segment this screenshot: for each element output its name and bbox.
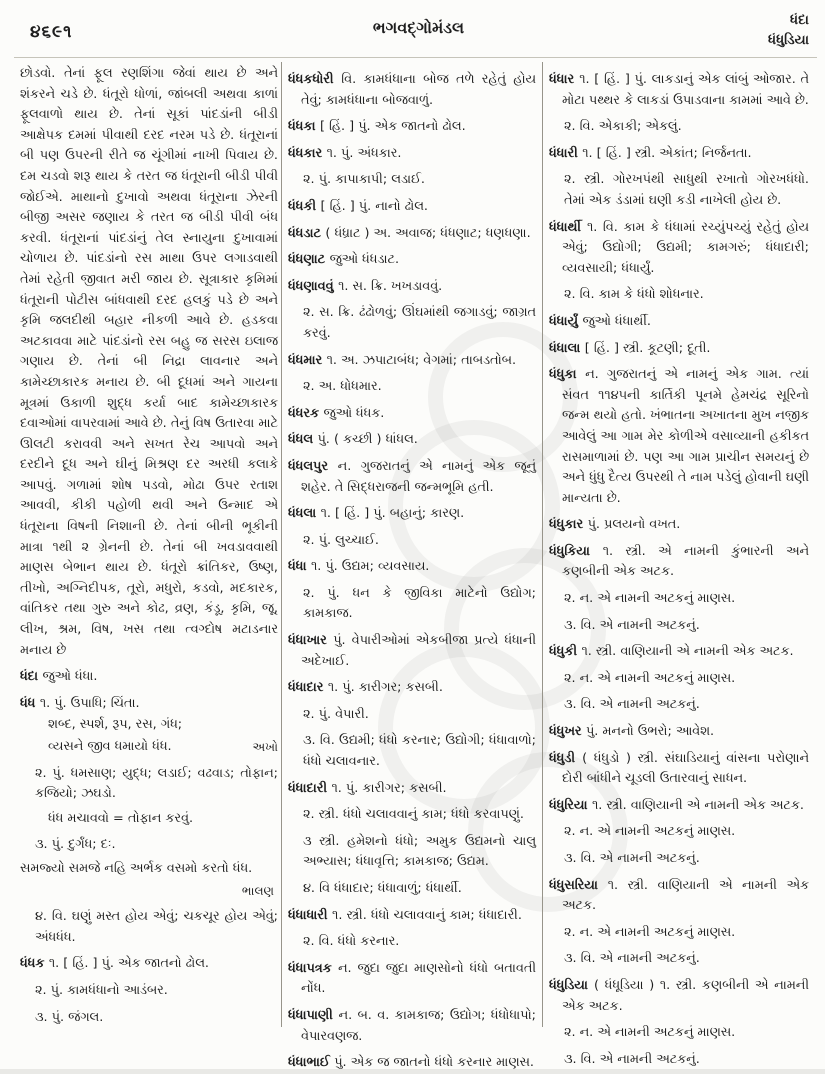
page-header [28, 10, 809, 58]
dictionary-entry: ધંધાલા [ હિં. ] સ્ત્રી. કૂટણી; દૂતી. [549, 340, 711, 356]
dictionary-entry: ધંધાદારી ૧. પું. કારીગર; કસબી. [288, 780, 447, 796]
sense-line: ૨. પું. લુચ્ચાઈ. [303, 532, 379, 548]
dictionary-entry: ધંધુસરિયા ૧. સ્ત્રી. વાણિયાની એ નામની એક અટક. [549, 877, 809, 914]
sense-line: ૨. ન. એ નામની અટકનું માણસ. [564, 1025, 736, 1041]
guide-word-bottom: ધંધુડિયા [767, 32, 809, 48]
sense-line: ૨. ન. એ નામની અટકનું માણસ. [564, 591, 736, 607]
headword: ધંધલ [288, 432, 318, 448]
sense-line: ૩ સ્ત્રી. હમેશનો ધંધો; અમુક ઉદ્યમનો ચાલુ અભ્યાસ; ધંધાવૃત્તિ; કામકાજ; ઉદ્યમ. [303, 833, 536, 870]
headword: ધંધણાટ [288, 252, 330, 268]
dictionary-entry: ધંધકાર ૧. પું. અંધકાર. [288, 145, 402, 161]
dictionary-entry: ધંધુકિયા ૧. સ્ત્રી. એ નામની કુંભારની અને કણબીની એક અટક. [549, 543, 809, 580]
sense-line: ૨. વિ. ધંધો કરનાર. [303, 934, 400, 950]
dictionary-entry: ધંધમાર ૧. અ. ઝપાટાબંધ; વેગમાં; તાબડતોબ. [288, 352, 517, 368]
dictionary-entry: ધંધડાટ ( ધંધ્રાટ ) અ. અવાજ; ધંધણાટ; ધણધણા. [288, 225, 531, 241]
dictionary-entry: ધંધુરિયા ૧. સ્ત્રી. વાણિયાની એ નામની એક અટક. [549, 797, 804, 813]
sense-line: ૩. વિ. એ નામની અટકનું. [564, 617, 700, 633]
sense-line: ૨. ન. એ નામની અટકનું માણસ. [564, 924, 736, 940]
dictionary-entry: ધંધાર્યું જુઓ ધંધાર્થી. [549, 313, 651, 329]
sense-line: ૨. સ્ત્રી. ધંધો ચલાવવાનું કામ; ધંધો કરવાપણું. [303, 807, 524, 823]
headword: ધંધુડી [549, 750, 583, 766]
dictionary-entry: ધંધાખાર પું. વેપારીઓમાં એકબીજા પ્રત્યે ધંધાની અદેખાઈ. [288, 633, 537, 669]
headword: ધંધાર્યું [549, 313, 583, 329]
guide-word-top: ધંદા [790, 12, 809, 28]
headword: ધંધલપુર [288, 458, 338, 474]
sense-line: ૩. વિ. એ નામની અટકનું. [564, 851, 700, 866]
verse-line: શબ્દ, સ્પર્શ, રૂપ, રસ, ગંધ; [48, 717, 183, 733]
sense-line: ૩. વિ. એ નામની અટકનું. [564, 951, 700, 967]
headword: ધંધુકાર [549, 517, 588, 533]
headword: ધંધારી [549, 145, 583, 161]
headword: ધંધાપાણી [288, 1007, 339, 1023]
headword: ધંધ [20, 695, 40, 711]
dictionary-entry: ધંધુડિયા ( ધંધૂડિયા ) ૧. સ્ત્રી. કણબીની એ નામની એક અટક. [549, 977, 809, 1014]
headword: ધંધાર્થી [549, 219, 587, 235]
sense-line: ૨. વિ. એકાકી; એકલું. [564, 119, 682, 135]
dictionary-entry: ધંધુકાર પું. પ્રલયનો વખત. [549, 517, 681, 533]
sense-line: ૩. પું. દુર્ગંધ; દઃ. [35, 837, 116, 853]
page-number: ૪૬૯૧ [30, 22, 73, 42]
column-divider [281, 62, 282, 1027]
book-title: ભગવદ્ગોમંડલ [372, 18, 465, 37]
sense-line: ૨. ન. એ નામની અટકનું માણસ. [564, 824, 736, 840]
dictionary-entry: ધંધાર ૧. [ હિં. ] પું. લાકડાનું એક લાંબું ઓજાર. તે મોટા પથ્થર કે લાકડાં ઉપાડવાના કામમાં આવે છે. [549, 72, 809, 108]
sense-line: ૪. વિ ધંધાદાર; ધંધાવાળું; ધંધાર્થી. [303, 881, 462, 896]
idiom-line: ધંધ મચાવવો = તોફાન કરવું. [48, 810, 194, 826]
headword: ધંધક [20, 956, 49, 972]
sense-line: ૨. પું. ધન કે જીવિકા માટેનો ઉદ્યોગ; કામકાજ. [303, 585, 536, 622]
headword: ધંધાદાર [288, 680, 328, 696]
headword: ધંધુડિયા [549, 977, 594, 993]
headword: ધંધમાર [288, 352, 327, 368]
sense-line: ૨. પું. કામધંધાનો આડંબર. [35, 982, 168, 998]
dictionary-entry: ધંધાપાણી ન. બ. વ. કામકાજ; ઉદ્યોગ; ધંધોધાપો; વેપારવણજ. [288, 1007, 536, 1044]
dictionary-entry: ધંધલપુર ન. ગુજરાતનું એ નામનું એક જૂનું શહેર. તે સિદ્ધરાજની જન્મભૂમિ હતી. [288, 458, 536, 495]
headword: ધંદા [20, 669, 43, 685]
dictionary-entry: ધંધુકી ૧. સ્ત્રી. વાણિયાની એ નામની એક અટક. [549, 644, 794, 660]
dictionary-entry: ધંધકી [ હિં. ] પું. નાનો ઢોલ. [288, 198, 428, 214]
headword: ધંધરક [288, 405, 324, 421]
header-rule [14, 57, 817, 58]
dictionary-entry: ધંધાધારી ૧. સ્ત્રી. ધંધો ચલાવવાનું કામ; ધંધાદારી. [288, 907, 522, 923]
dictionary-entry: ધંધાપત્રક ન. જુદા જુદા માણસોનો ધંધો બતાવતી નોંધ. [288, 960, 536, 997]
sense-line: ૨. સ્ત્રી. ગોરખપંથી સાધુથી રખાતો ગોરખધંધો. તેમાં એક ડંડામાં ઘણી કડી નાખેલી હોય છે. [564, 172, 809, 208]
dictionary-entry: ધંધાદાર ૧. પું. કારીગર; કસબી. [288, 680, 443, 696]
verse-line: વ્યસને જીવ ધમાયો ધંધ. અખો [20, 737, 278, 758]
dictionary-entry: ધંધાભાઈ પું. એક જ જાતનો ધંધો કરનાર માણસ. [288, 1055, 534, 1071]
headword: ધંધાદારી [288, 780, 332, 796]
headword: ધંધા [288, 559, 311, 575]
dictionary-entry: ધંદા જુઓ ધંધા. [20, 669, 98, 685]
sense-line: ૩. વિ. ઉદ્યમી; ધંધો કરનાર; ઉદ્યોગી; ધંધાવાળો; ધંધો ચલાવનાર. [303, 733, 536, 770]
headword: ધંધાધારી [288, 907, 333, 923]
headword: ધંધુકા [549, 367, 586, 383]
headword: ધંધકાર [288, 145, 327, 161]
headword: ધંધાખાર [288, 633, 334, 649]
sense-line: ૨. અ. ધોધમાર. [303, 379, 382, 395]
column-3 [549, 64, 809, 1067]
continuation-paragraph: છોડવો. તેનાં ફૂલ રણશિંગા જેવાં થાય છે અને શંકરને ચડે છે. ધંતૂરો ધોળાં, જાંબલી અથવા કાળાં ફૂલવાળો થાય છે. તેનાં સૂકાં પાંદડાંની બીડી આક્ષેપક દમમાં પીવાથી દરદ નરમ પડે છે. ધંતૂરાનાં બી પણ ઉપરની રીતે જ ચૂંગીમાં નાખી પિવાય છે. દમ ચડવો શરૂ થાય કે તરત જ ધંતૂરાની બીડી પીવી જોઈએ. માથાનો દુખાવો અથવા ધંતૂરાના ઝેરની બીજી અસર જણાય કે તરત જ બીડી પીવી બંધ કરવી. ધંતૂરાનાં પાંદડાંનું તેલ સ્નાયુના દુખાવામાં ચોળાય છે. પાંદડાંનો રસ માથા ઉપર લગાડવાથી તેમાં રહેતી જીવાત મરી જાય છે. સૂત્રાકાર કૃમિમાં ધંતૂરાની પોટીસ બાંધવાથી દરદ હલકું પડે છે અને કૃમિ જલદીથી બહાર નીકળી આવે છે. હડકવા અટકાવવા માટે પાંદડાંનો રસ બહુ જ સરસ ઇલાજ ગણાય છે. તેનાં બી નિદ્રા લાવનાર અને કામેચ્છાકારક મનાય છે. બી દૂધમાં અને ગાયના મૂત્રમાં ઉકાળી શુદ્ધ કર્યા બાદ કામેચ્છાકારક દવાઓમાં વાપરવામાં આવે છે. તેનું વિષ ઉતારવા માટે ઊલટી કરાવવી અને સખત રેચ આપવો અને દરદીને દૂધ અને ઘીનું મિશ્રણ દર અરધી કલાકે આપવું. ગળામાં શોષ પડવો, મોઢા ઉપર રતાશ આવવી, કીકી પહોળી થવી અને ઉન્માદ એ ધંતૂરાના વિષની નિશાની છે. તેનાં બીની ભૂકીની માત્રા ૧થી ૨ ગ્રેનની છે. તેનાં બી ખવડાવવાથી માણસ બેભાન થાય છે. ધંતૂરો ક્રાંતિકર, ઉષ્ણ, તીખો, અગ્નિદીપક, તૂરો, મધુરો, કડવો, મદકારક, વાંતિકર તથા ગુરુ અને કોઢ, વ્રણ, કંડૂ, કૃમિ, જૂ, લીખ, શ્રમ, વિષ, ખસ તથા ત્વગ્દોષ મટાડનાર મનાય છે [20, 66, 278, 658]
sense-line: ૩. વિ. એ નામની અટકનું. [564, 697, 700, 713]
headword: ધંધાર [549, 72, 580, 87]
column-1 [20, 64, 278, 1047]
sense-line: ૨. વિ. કામ કે ધંધો શોધનાર. [564, 287, 704, 303]
headword: ધંધુકિયા [549, 543, 603, 559]
headword: ધંધાલા [549, 340, 585, 356]
dictionary-entry: ધંધરક જુઓ ધંધક. [288, 405, 385, 421]
sense-line: ૨. સ. ક્રિ. ઢંઢોળવું; ઊંઘમાંથી જગાડવું; જાગ્રત કરવું. [303, 305, 536, 341]
dictionary-entry: ધંધક ૧. [ હિં. ] પું. એક જાતનો ઢોલ. [20, 956, 209, 972]
headword: ધંધડાટ [288, 225, 326, 241]
dictionary-entry: ધંધ ૧. પું. ઉપાધિ; ચિંતા. [20, 695, 140, 711]
attribution: અખો [252, 740, 278, 754]
quote-line: સમજ્યો સમજે નહિ અર્ભક વસમો કરતો ધંધ. [20, 860, 253, 876]
dictionary-entry: ધંધા ૧. પું. ઉદ્યમ; વ્યવસાય. [288, 559, 430, 575]
sense-line: ૩. પું. જંગલ. [35, 1009, 104, 1025]
headword: ધંધકધોરી [288, 72, 342, 87]
dictionary-entry: ધંધારી ૧. [ હિં. ] સ્ત્રી. એકાંત; નિર્જનતા. [549, 145, 752, 161]
sense-line: ૩. વિ. એ નામની અટકનું. [564, 1051, 700, 1067]
headword: ધંધુસરિયા [549, 877, 608, 893]
sense-line: ૪. વિ. ઘણું મસ્ત હોય એવું; ચકચૂર હોય એવું; અંધધંધ. [35, 909, 278, 945]
dictionary-entry: ધંધલ પું. ( કચ્છી ) ધાંધલ. [288, 432, 418, 448]
headword: ધંધાપત્રક [288, 960, 338, 976]
headword: ધંધકી [288, 198, 321, 214]
dictionary-entry: ધંધણાવવું ૧. સ. ક્રિ. ખખડાવવું. [288, 278, 443, 294]
dictionary-entry: ધંધણાટ જુઓ ધંધડાટ. [288, 252, 400, 268]
dictionary-entry: ધંધુકા ન. ગુજરાતનું એ નામનું એક ગામ. ત્યાં સંવત ૧૧૪૫ની કાર્તિકી પૂનમે હેમચંદ્ર સૂરિનો જન્મ થયો હતો. ખંભાતના અખાતના મુખ નજીક આવેલું આ ગામ મેર કોળીએ વસાવ્યાની હકીકત રાસમાળામાં છે. પણ આ ગામ પ્રાચીન સમયનું છે અને ધુંધુ દૈત્ય ઉપરથી તે નામ પડેલું હોવાની ઘણી માન્યતા છે. [549, 367, 809, 506]
sense-line: ૨. પું. કાપાકાપી; લડાઈ. [303, 172, 425, 188]
sense-line: ૨. પું. વેપારી. [303, 706, 369, 722]
headword: ધંધાભાઈ [288, 1055, 335, 1071]
headword: ધંધણાવવું [288, 278, 339, 294]
sense-line: ૨. પું. ધમસાણ; યુદ્ધ; લડાઈ; વઢવાડ; તોફાન; કજિયો; ઝઘડો. [35, 765, 278, 802]
dictionary-entry: ધંધાર્થી ૧. વિ. કામ કે ધંધામાં રચ્યુંપચ્યું રહેતું હોય એવું; ઉદ્યોગી; ઉદ્યમી; કામગરું; ધંધાદારી; વ્યવસાયી; ધંધાર્યું. [549, 219, 809, 276]
guide-words [768, 10, 809, 50]
dictionary-entry: ધંધકધોરી વિ. કામધંધાના બોજ તળે રહેતું હોય તેવું; કામધંધાના બોજવાળું. [288, 72, 537, 108]
headword: ધંધકા [288, 119, 320, 135]
column-2 [288, 64, 537, 1071]
column-divider [542, 62, 543, 1027]
headword: ધંધુકી [549, 644, 582, 660]
dictionary-entry: ધંધલા ૧. [ હિં. ] પું. બહાનું; કારણ. [288, 506, 465, 522]
dictionary-entry: ધંધુડી ( ધંધુડો ) સ્ત્રી. સંઘાડિયાનું વાંસના પરોણાને દોરી બાંધીને ચૂડલી ઉતારવાનું સાધન. [549, 750, 809, 787]
sense-line: ૨. ન. એ નામની અટકનું માણસ. [564, 670, 736, 686]
attribution: ભાલણ [241, 883, 274, 898]
headword: ધંધુખર [549, 724, 586, 740]
headword: ધંધુરિયા [549, 797, 592, 813]
dictionary-entry: ધંધકા [ હિં. ] પું. એક જાતનો ઢોલ. [288, 119, 466, 135]
headword: ધંધલા [288, 506, 321, 522]
dictionary-entry: ધંધુખર પું. મનનો ઉભરો; આવેશ. [549, 724, 715, 740]
